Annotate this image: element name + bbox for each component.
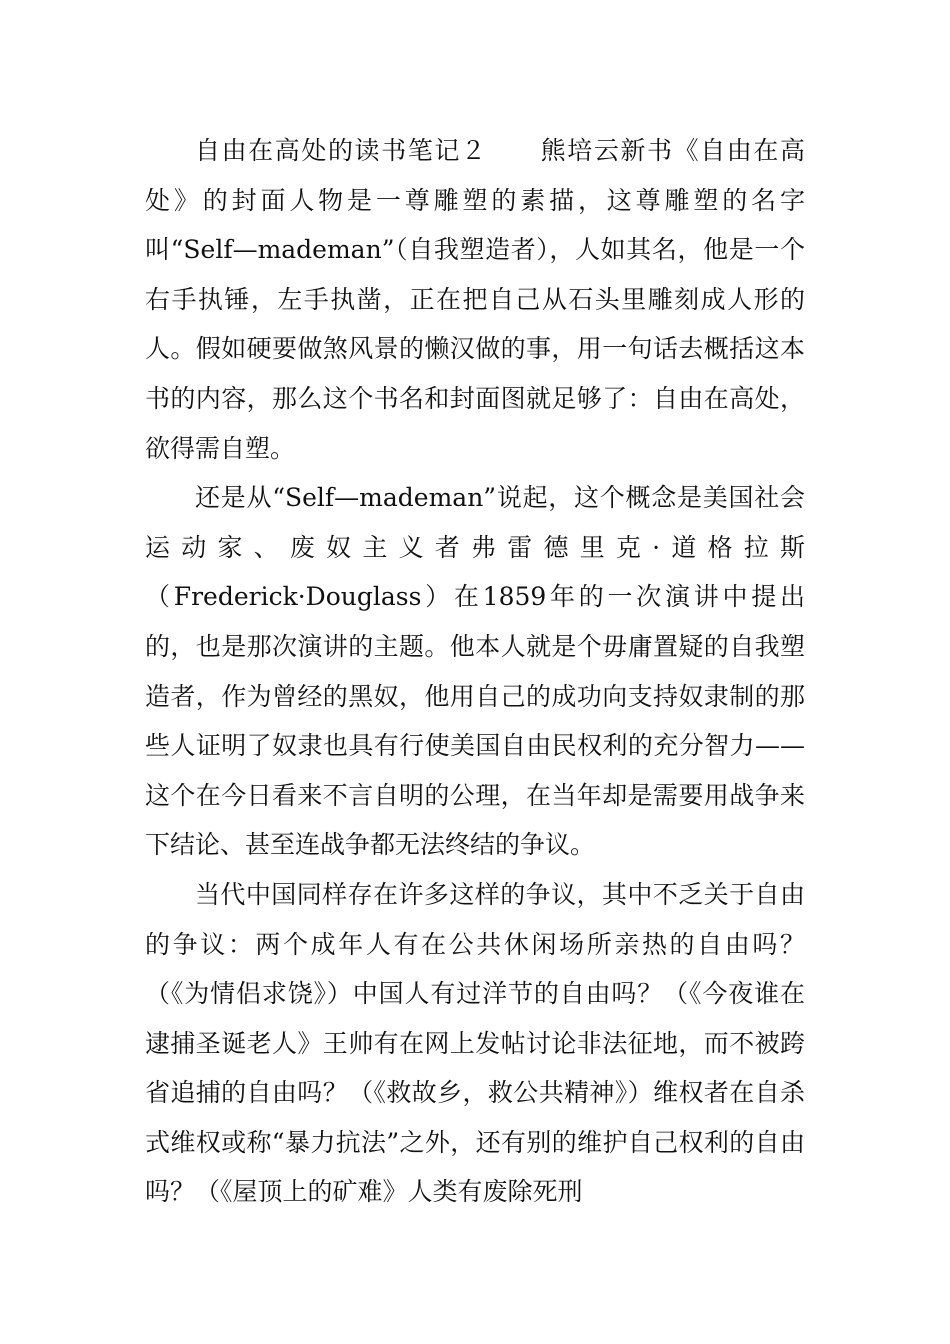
paragraph-1: 自由在高处的读书笔记２ 熊培云新书《自由在高处》的封面人物是一尊雕塑的素描，这尊雕塑的名字叫“Self—mademan”（自我塑造者），人如其名，他是一个右手执锤，左手执凿，正在把自己从石头里雕刻成人形的人。假如硬要做煞风景的懒汉做的事，用一句话去概括这本书的内容，那么这个书名和封面图就足够了：自由在高处，欲得需自塑。 — [145, 136, 805, 463]
paragraph-3: 当代中国同样存在许多这样的争议，其中不乏关于自由的争议：两个成年人有在公共休闲场所亲热的自由吗？（《为情侣求饶》）中国人有过洋节的自由吗？（《今夜谁在逮捕圣诞老人》王帅有在网上发帖讨论非法征地，而不被跨省追捕的自由吗？（《救故乡，救公共精神》）维权者在自杀式维权或称“暴力抗法”之外，还有别的维护自己权利的自由吗？（《屋顶上的矿难》人类有废除死刑 — [145, 879, 805, 1207]
document-body — [145, 126, 805, 1217]
paragraph-2: 还是从“Self—mademan”说起，这个概念是美国社会运动家、废奴主义者弗雷德里克·道格拉斯（Frederick·Douglass）在1859年的一次演讲中提出的，也是那次演讲的主题。他本人就是个毋庸置疑的自我塑造者，作为曾经的黑奴，他用自己的成功向支持奴隶制的那些人证明了奴隶也具有行使美国自由民权利的充分智力——这个在今日看来不言自明的公理，在当年却是需要用战争来下结论、甚至连战争都无法终结的争议。 — [145, 483, 805, 860]
